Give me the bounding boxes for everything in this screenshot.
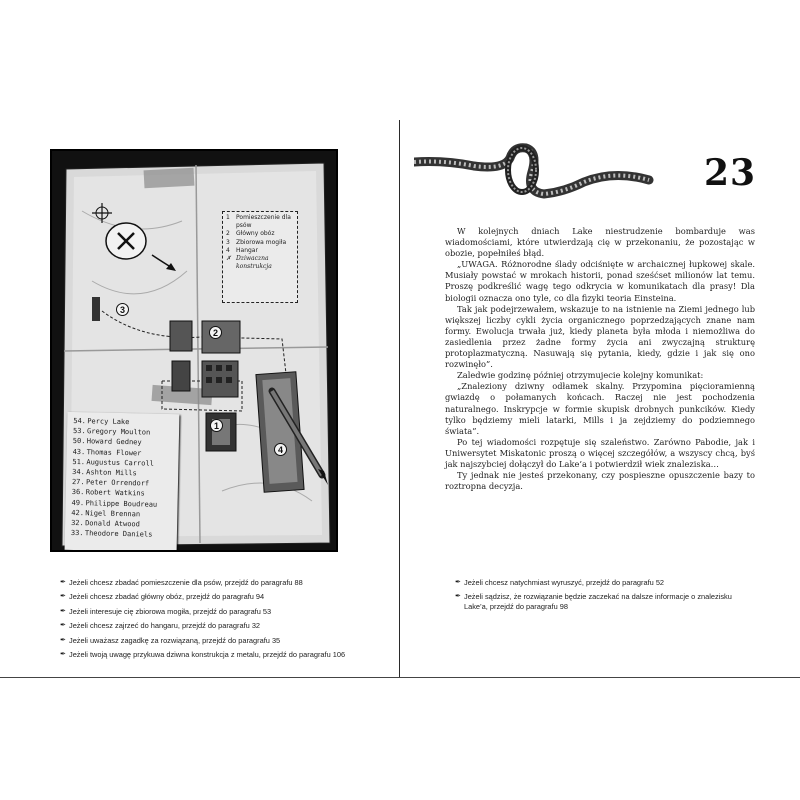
right-page-options [455, 578, 755, 617]
option-text: Jeżeli interesuje cię zbiorowa mogiła, przejdź do paragrafu 53 [69, 606, 272, 616]
option-text: Jeżeli chcesz zbadać pomieszczenie dla psów, przejdź do paragrafu 88 [69, 578, 303, 587]
legend-text: Dziwaczna konstrukcja [236, 255, 272, 271]
name-number: 42. [71, 508, 85, 518]
map-illustration [50, 149, 338, 552]
pen-nib-icon: ✒ [60, 622, 66, 630]
legend-text: Hangar [236, 246, 258, 254]
dog-kennel-building [206, 413, 236, 451]
member-name: Robert Watkins [85, 488, 145, 498]
member-name: Donald Atwood [85, 519, 140, 529]
name-number: 43. [72, 447, 86, 456]
pen-nib-icon: ✒ [60, 579, 66, 586]
paragraph: W kolejnych dniach Lake niestrudzenie bombarduje was wiadomościami, które utwierdzają cię w przekonaniu, że pozostając w obozie, popełniłeś błąd. [445, 226, 755, 259]
name-number: 34. [72, 467, 85, 477]
mass-grave-mark [92, 297, 100, 321]
legend-item [226, 255, 294, 271]
name-number: 53. [72, 427, 86, 436]
name-number: 49. [71, 498, 85, 507]
pen-nib-icon: ✒ [455, 579, 461, 586]
paragraph: Po tej wiadomości rozpętuje się szaleństwo. Zarówno Pabodie, jak i Uniwersytet Miskatonic proszą o więcej szczegółów, a wszyscy chcą, byś jak najszybciej dołączył do Lake’a i potwierdził wiek znaleziska… [445, 436, 755, 469]
member-name: Theodore Daniels [84, 529, 153, 539]
option-item[interactable] [60, 607, 360, 617]
option-item[interactable] [60, 621, 360, 631]
chapter-body [445, 226, 755, 492]
tentacle-illustration [414, 140, 664, 212]
member-name: Percy Lake [87, 417, 130, 427]
name-row [71, 528, 171, 540]
name-number: 51. [72, 457, 86, 467]
pen-nib-icon: ✒ [60, 607, 66, 615]
option-text: Jeżeli uważasz zagadkę za rozwiązaną, przejdź do paragrafu 35 [69, 635, 281, 645]
member-name: Thomas Flower [86, 447, 142, 458]
pen-nib-icon: ✒ [60, 636, 66, 644]
member-name: Augustus Carroll [86, 458, 154, 468]
legend-number: 2 [226, 230, 230, 238]
name-number: 36. [71, 488, 85, 497]
option-text: Jeżeli sądzisz, że rozwiązanie będzie zaczekać na dalsze informacje o znalezisku Lake’a, przejdź do paragrafu 98 [464, 592, 732, 612]
map-marker-4: 4 [274, 443, 287, 456]
option-item[interactable] [60, 578, 360, 588]
option-item[interactable] [60, 636, 360, 646]
legend-text: Główny obóz [236, 230, 275, 238]
legend-number: 4 [226, 246, 230, 254]
paragraph: „Znaleziony dziwny odłamek skalny. Przypomina pięcioramienną gwiazdę o połamanych końcach. Raczej nie jest pochodzenia naturalnego. Inskrypcje w formie skupisk drobnych punkcików. Kiedy tylko będziemy mieli latarki, Mills i ja zejdziemy do podziemnego świata”. [445, 381, 755, 436]
pen-nib-icon: ✒ [60, 650, 66, 658]
option-text: Jeżeli chcesz zbadać główny obóz, przejdź do paragrafu 94 [69, 592, 265, 602]
option-text: Jeżeli chcesz zajrzeć do hangaru, przejdź do paragrafu 32 [69, 621, 261, 631]
left-page-options [60, 578, 360, 664]
chapter-number: 23 [704, 152, 757, 194]
legend-item [226, 247, 294, 255]
legend-number: ✗ [226, 255, 232, 263]
map-marker-1: 1 [210, 419, 223, 432]
expedition-names-card [65, 412, 180, 552]
map-legend [222, 211, 298, 303]
option-item[interactable] [60, 650, 360, 660]
option-item[interactable] [60, 592, 360, 602]
member-name: Howard Gedney [86, 437, 142, 447]
member-name: Peter Orrendorf [85, 478, 150, 488]
legend-number: 3 [226, 238, 230, 246]
map-marker-2: 2 [209, 326, 222, 339]
member-name: Ashton Mills [86, 468, 137, 478]
page-gutter [399, 120, 400, 678]
name-number: 27. [71, 478, 85, 487]
legend-number: 1 [226, 214, 230, 221]
legend-item [226, 214, 294, 230]
name-number: 50. [72, 437, 86, 446]
member-name: Philippe Boudreau [85, 498, 158, 509]
option-text: Jeżeli twoją uwagę przykuwa dziwna konstrukcja z metalu, przejdź do paragrafu 106 [69, 649, 346, 659]
option-item[interactable] [455, 578, 755, 588]
page-bottom-edge [0, 677, 800, 678]
strange-construction-mark [106, 223, 146, 259]
legend-text: Pomieszczenie dla psów [236, 214, 291, 230]
legend-item [226, 230, 294, 238]
option-item[interactable] [455, 592, 755, 612]
name-number: 54. [73, 416, 87, 426]
paragraph: „UWAGA. Różnorodne ślady odciśnięte w archaicznej łupkowej skale. Musiały powstać w mrokach historii, ponad sześćset milionów lat temu. Proszę podkreślić wagę tego odkrycia w komunikatach dla prasy! Dla biologii oznacza ono tyle, co dla fizyki teoria Einsteina. [445, 259, 755, 303]
option-text: Jeżeli chcesz natychmiast wyruszyć, przejdź do paragrafu 52 [464, 578, 665, 587]
legend-item [226, 239, 294, 247]
name-number: 32. [71, 518, 84, 528]
member-name: Nigel Brennan [85, 509, 141, 519]
paragraph: Ty jednak nie jesteś przekonany, czy pospieszne opuszczenie bazy to roztropna decyzja. [445, 470, 755, 492]
paragraph: Zaledwie godzinę później otrzymujecie kolejny komunikat: [457, 370, 704, 381]
paragraph: Tak jak podejrzewałem, wskazuje to na istnienie na Ziemi jednego lub większej liczby cykli życia organicznego poprzedzających znane nam formy. Ewolucja trwała już, kiedy planeta była młoda i niemożliwa do zasiedlenia przez żadne formy życia ani zwyczajną strukturę protoplazmatyczną. Nasuwają się pytania, kiedy, gdzie i jak się ono rozwinęło”. [445, 303, 755, 370]
map-marker-3: 3 [116, 303, 129, 316]
name-number: 33. [70, 529, 84, 538]
pen-nib-icon: ✒ [455, 593, 461, 601]
pen-nib-icon: ✒ [60, 593, 66, 601]
legend-text: Zbiorowa mogiła [236, 238, 287, 246]
member-name: Gregory Moulton [86, 427, 151, 437]
